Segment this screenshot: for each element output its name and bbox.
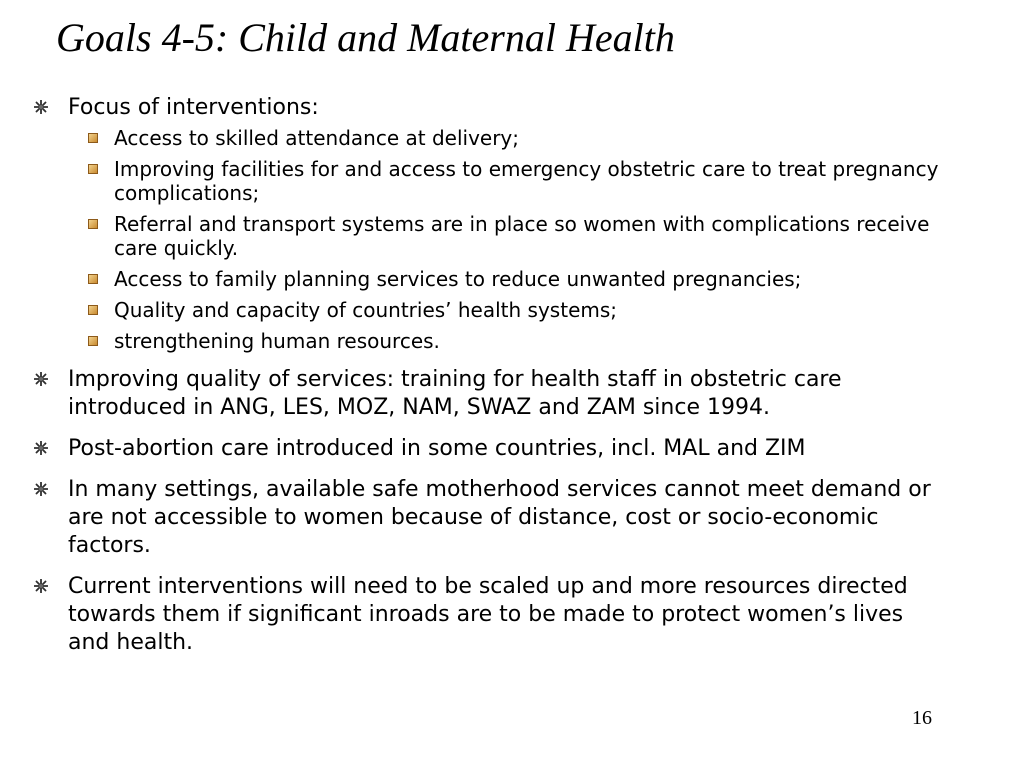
bullet-text: Improving quality of services: training for health staff in obstetric care introduced in ANG, LES, MOZ, NAM, SWAZ and ZAM since 1994. — [68, 367, 842, 420]
sub-bullet-item — [68, 329, 988, 353]
square-bullet-icon — [88, 305, 98, 315]
slide-content — [28, 94, 988, 670]
sub-bullet-list — [68, 126, 988, 353]
bullet-text: In many settings, available safe motherhood services cannot meet demand or are not accessible to women because of distance, cost or socio-economic factors. — [68, 477, 931, 558]
cross-bullet-icon — [34, 579, 48, 593]
square-bullet-icon — [88, 336, 98, 346]
cross-bullet-icon — [34, 441, 48, 455]
page-number: 16 — [912, 707, 932, 729]
square-bullet-icon — [88, 219, 98, 229]
sub-bullet-text: Quality and capacity of countries’ health systems; — [114, 298, 618, 322]
sub-bullet-item — [68, 267, 988, 291]
square-bullet-icon — [88, 164, 98, 174]
bullet-text: Post-abortion care introduced in some countries, incl. MAL and ZIM — [68, 436, 806, 461]
sub-bullet-text: Improving facilities for and access to emergency obstetric care to treat pregnancy complications; — [114, 157, 939, 205]
sub-bullet-text: Access to family planning services to reduce unwanted pregnancies; — [114, 267, 802, 291]
bullet-text: Current interventions will need to be scaled up and more resources directed towards them if significant inroads are to be made to protect women’s lives and health. — [68, 574, 908, 655]
square-bullet-icon — [88, 274, 98, 284]
bullet-post-abortion-care — [28, 435, 988, 463]
sub-bullet-item — [68, 126, 988, 150]
square-bullet-icon — [88, 133, 98, 143]
sub-bullet-text: Access to skilled attendance at delivery; — [114, 126, 519, 150]
sub-bullet-text: Referral and transport systems are in place so women with complications receive care quickly. — [114, 212, 930, 260]
sub-bullet-item — [68, 212, 988, 260]
slide-title: Goals 4-5: Child and Maternal Health — [56, 15, 675, 60]
sub-bullet-item — [68, 157, 988, 205]
cross-bullet-icon — [34, 482, 48, 496]
bullet-many-settings — [28, 476, 988, 560]
bullet-focus-of-interventions — [28, 94, 988, 353]
sub-bullet-text: strengthening human resources. — [114, 329, 440, 353]
cross-bullet-icon — [34, 372, 48, 386]
cross-bullet-icon — [34, 100, 48, 114]
bullet-text: Focus of interventions: — [68, 95, 319, 120]
sub-bullet-item — [68, 298, 988, 322]
bullet-current-interventions — [28, 573, 988, 657]
bullet-improving-quality — [28, 366, 988, 422]
